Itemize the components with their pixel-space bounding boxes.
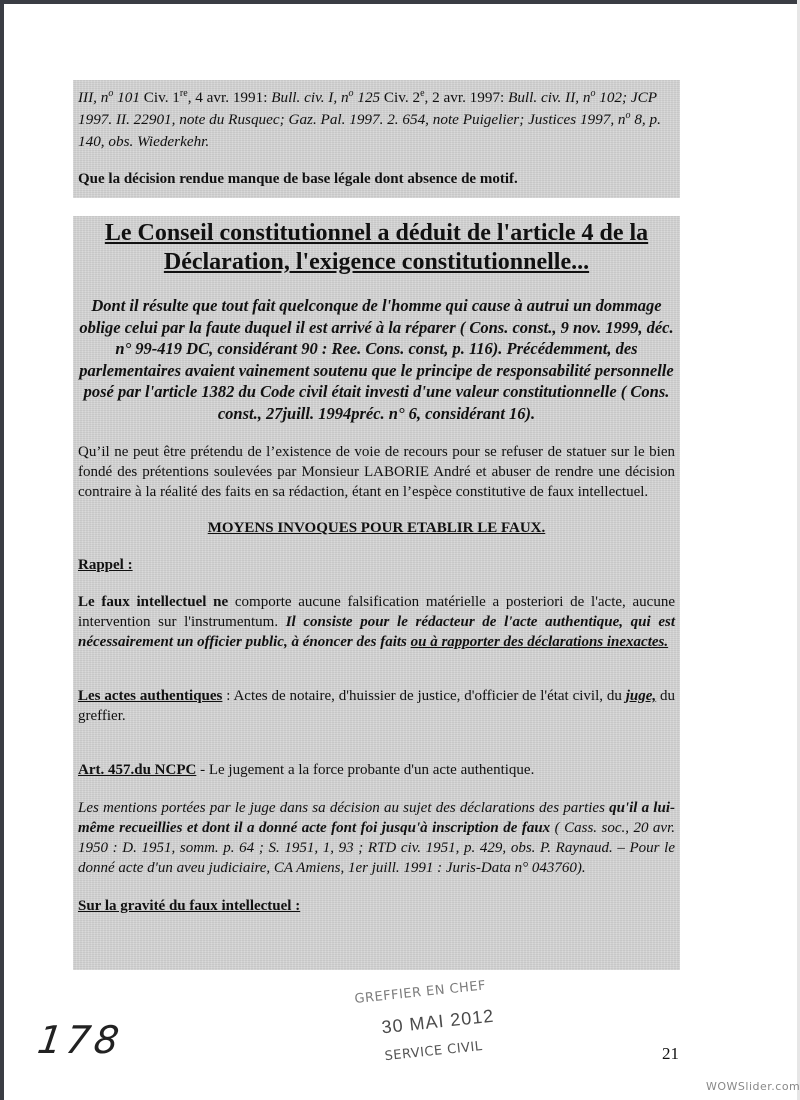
mentions-tail: ( Cass. soc., 20 avr. 1950 : D. 1951, somm. p. 64 ; S. 1951, 1, 93 ; RTD civ. 1951, p. 429, obs. P. Raynaud. – Pour le donné acte d'un aveu judiciaire, CA Amiens, 1er juill. 1991 : Juris-Data n° 043760).	[78, 820, 675, 876]
actes-authentiques	[78, 686, 675, 726]
citation-fragment: o	[625, 109, 631, 121]
citation-fragment: , 4 avr. 1991:	[187, 89, 272, 106]
citation-fragment: o	[108, 87, 114, 99]
article-text: - Le jugement a la force probante d'un acte authentique.	[196, 762, 535, 778]
case-citation	[78, 87, 675, 153]
citation-fragment: 8, p. 140, obs. Wiederkehr.	[78, 111, 661, 150]
page-frame-top	[0, 0, 797, 4]
watermark: WOWSlider.com	[706, 1080, 800, 1093]
mentions-paragraph	[78, 798, 675, 878]
actes-juge: juge,	[625, 688, 657, 704]
citation-fragment: Bull. civ. I, n	[271, 89, 349, 106]
faux-intellectuel-definition	[78, 592, 675, 652]
citation-fragment: 102; JCP 1997. II. 22901, note du Rusquec; Gaz. Pal. 1997. 2. 654, note Puigelier; Justices 1997, n	[78, 89, 657, 128]
paragraph-laborie: Qu’il ne peut être prétendu de l’existence de voie de recours pour se refuser de statuer sur le bien fondé des prétentions soulevées par Monsieur LABORIE André et abuser de rendre une décision contraire à la réalité des faits en sa rédaction, étant en l’espèce constitutive de faux intellectuel.	[78, 444, 675, 500]
actes-tail: du greffier.	[78, 688, 676, 724]
faux-underlined: ou à rapporter des déclarations inexactes.	[410, 634, 669, 650]
citation-fragment: e	[420, 87, 425, 99]
citation-fragment: Civ. 2	[383, 89, 421, 106]
stamp-date: 30 MAI 2012	[380, 1005, 496, 1038]
main-argument-block	[73, 216, 680, 970]
citation-fragment: 125	[353, 89, 384, 106]
rappel-heading: Rappel :	[78, 557, 133, 573]
moyens-heading: MOYENS INVOQUES POUR ETABLIR LE FAUX.	[207, 520, 546, 536]
page-number: 21	[662, 1044, 679, 1063]
citation-fragment: o	[590, 87, 596, 99]
citation-fragment: III, n	[78, 89, 109, 106]
faux-lead: Le faux intellectuel ne	[78, 594, 229, 610]
citation-fragment: re	[179, 87, 188, 99]
section-title: Le Conseil constitutionnel a déduit de l'article 4 de la Déclaration, l'exigence constitutionnelle...	[104, 220, 649, 275]
stamp-greffier: GREFFIER EN CHEF	[353, 978, 487, 1008]
handwritten-page-number: 178	[34, 1018, 126, 1062]
citation-block	[73, 80, 680, 198]
stamp-service: SERVICE CIVIL	[383, 1039, 484, 1065]
citation-fragment: Civ. 1	[143, 89, 180, 106]
mentions-lead: Les mentions portées par le juge dans sa décision au sujet des déclarations des parties	[78, 800, 610, 816]
gravite-heading: Sur la gravité du faux intellectuel :	[78, 898, 301, 914]
citation-fragment: Bull. civ. II, n	[508, 89, 591, 106]
mentions-bold: qu'il a lui-même recueillies et dont il a donné acte font foi jusqu'à inscription de faux	[78, 800, 675, 836]
citation-fragment: o	[348, 87, 354, 99]
citation-fragment: , 2 avr. 1997:	[424, 89, 509, 106]
court-stamp	[345, 967, 525, 1084]
actes-label: Les actes authentiques	[78, 688, 223, 704]
article-label: Art. 457.du NCPC	[78, 762, 197, 778]
faux-bold-italic: Il consiste pour le rédacteur de l'acte authentique, qui est nécessairement un officier public, à énoncer des faits	[78, 614, 675, 650]
article-457	[78, 760, 675, 780]
faux-plain: comporte aucune falsification matérielle a posteriori de l'acte, aucune intervention sur l'instrumentum.	[78, 594, 675, 630]
conclusion-statement: Que la décision rendue manque de base légale dont absence de motif.	[78, 171, 518, 187]
actes-text: : Actes de notaire, d'huissier de justice, d'officier de l'état civil, du	[222, 688, 626, 704]
citation-fragment: 101	[113, 89, 144, 106]
page-frame-left	[0, 0, 4, 1100]
constitutional-quote: Dont il résulte que tout fait quelconque de l'homme qui cause à autrui un dommage oblige celui par la faute duquel il est arrivé à la réparer ( Cons. const., 9 nov. 1999, déc. n° 99-419 DC, considérant 90 : Ree. Cons. const, p. 116). Précédemment, des parlementaires avaient vainement soutenu que le principe de responsabilité personnelle posé par l'article 1382 du Code civil était investi d'une valeur constitutionnelle ( Cons. const., 27juill. 1994préc. n° 6, considérant 16).	[79, 296, 674, 423]
